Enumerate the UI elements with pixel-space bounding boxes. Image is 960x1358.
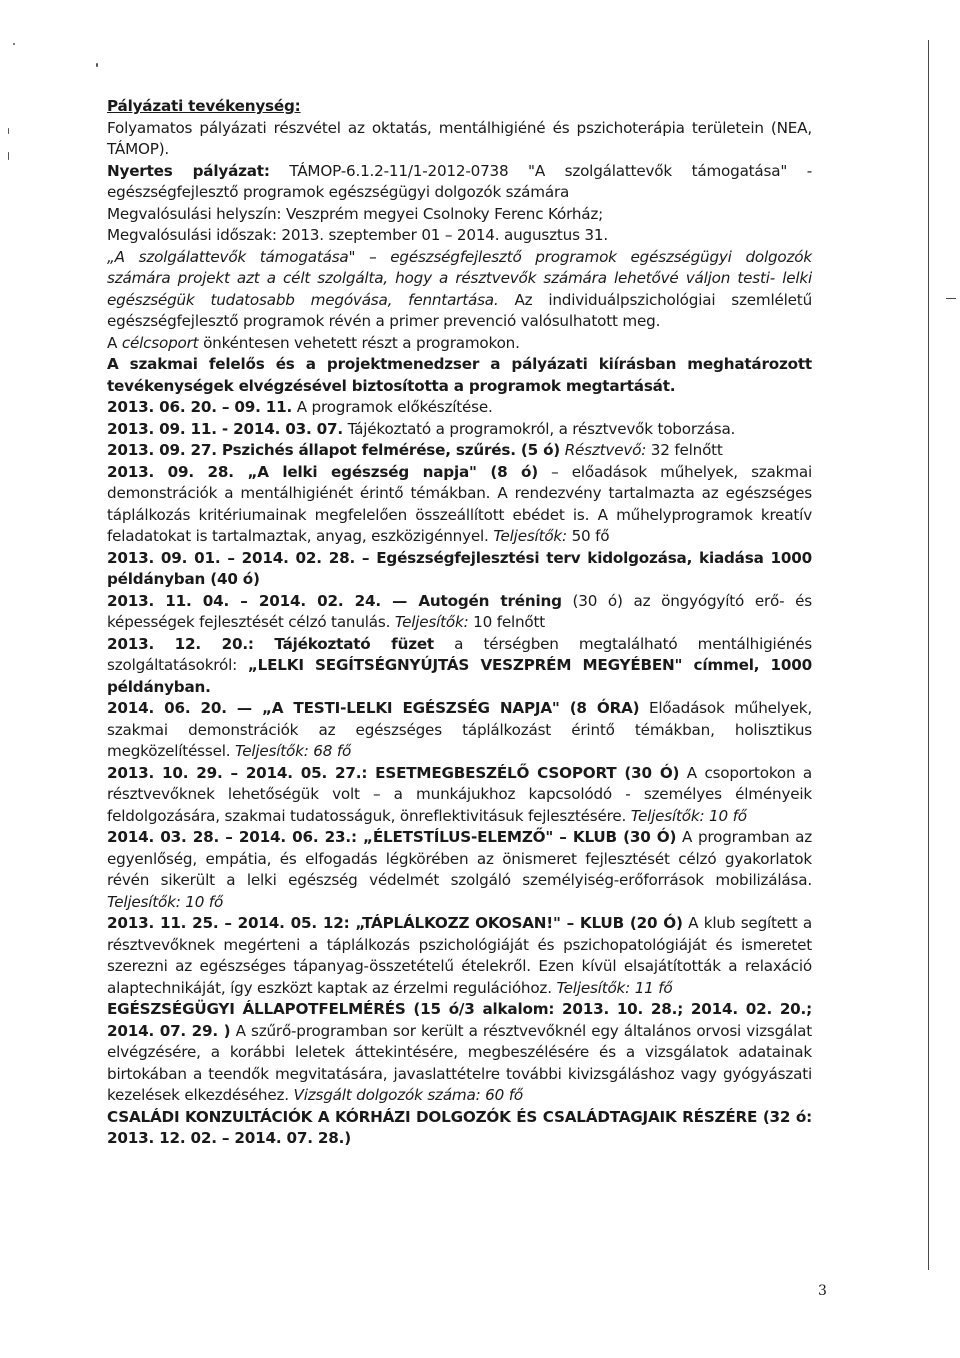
entry-text: (30 ó) az öngyógyító erő- és képességek fejlesztését célzó tanulás.: [107, 591, 812, 631]
entry-health-assessment: [107, 999, 812, 1107]
entry-title: Pszichés állapot felmérése, szűrés. (5 ó): [216, 441, 561, 459]
entry-text: A programban az egyenlőség, empátia, és elfogadás légkörében az önismeret fejlesztését célzó gyakorlatok révén sikerült a lelki egészség védelmét szolgáló személyiség-erőforrások mobilizálása.: [107, 828, 812, 889]
entry-date: 2013. 09. 27.: [107, 441, 217, 459]
entry-date: 2014. 03. 28. – 2014. 06. 23.: „ÉLETSTÍLUS-ELEMZŐ" – KLUB (30 Ó): [107, 828, 677, 846]
entry-participants: Teljesítők: 10 fő: [630, 806, 747, 825]
project-paragraph: [107, 247, 812, 333]
entry-case-group: [107, 763, 812, 828]
responsibility-paragraph: A szakmai felelős és a projektmenedzser a pályázati kiírásban meghatározott tevékenységek elvégzésével biztosította a programok megtartását.: [107, 355, 812, 395]
entry-text: a térségben megtalálható mentálhigiénés szolgáltatásokról:: [107, 634, 812, 674]
entry-booklet: [107, 634, 812, 699]
entry-date: 2013. 06. 20. – 09. 11.: [107, 398, 293, 416]
target-group-line: A célcsoport önkéntesen vehetett részt a programokon.: [107, 333, 520, 352]
entry-participants: 50 fő: [566, 527, 610, 545]
entry-text: Előadások műhelyek, szakmai demonstrációk az egészséges táplálkozást érintő témákban, holisztikus megközelítéssel.: [107, 699, 812, 760]
entry-text: – előadások műhelyek, szakmai demonstrációk a mentálhigiénét érintő témákban. A rendezvény tartalmazta az egészséges táplálkozás kritériumainak megfelelően összeállított ebédet is. A műhelyprogramok kreatív feladatokat is tartalmaztak, anyag, eszközigénnyel.: [107, 462, 812, 545]
entry-participants-label: Résztvevő:: [564, 441, 647, 459]
entry-screening: [107, 440, 812, 462]
entry-participants-label: Teljesítők:: [493, 527, 567, 545]
grant-label: Nyertes pályázat:: [107, 161, 270, 180]
entry-text: A csoportokon a résztvevőknek lehetőségük volt – a munkájukhoz kapcsolódó - személyes élményeik feldolgozására, szakmai tudatosságuk, önreflektivitásuk fejlesztésére.: [107, 763, 812, 825]
section-heading: Pályázati tevékenység:: [107, 97, 301, 115]
entry-text: A szűrő-programban sor került a résztvevőknél egy általános orvosi vizsgálat elvégzésére, a korábbi leletek áttekintésére, megbeszélésére és a vizsgálatok adatainak birtokában a teendők megvitatására, javaslattételre további kivizsgáláshoz vagy gyógyászati kezelések elkezdéséhez.: [107, 1021, 813, 1104]
entry-family-consultation: CSALÁDI KONZULTÁCIÓK A KÓRHÁZI DOLGOZÓK ÉS CSALÁDTAGJAIK RÉSZÉRE (32 ó: 2013. 12. 02. – 2014. 07. 28.): [107, 1107, 812, 1147]
project-quote: „A szolgálattevők támogatása" – egészségfejlesztő programok egészségügyi dolgozók számára projekt azt a célt szolgálta, hogy a résztvevők számára lehetővé váljon testi- lelki egészségük tudatosabb megóvása, fenntartása.: [107, 247, 812, 309]
entry-text: A programok előkészítése.: [292, 398, 493, 416]
project-description: Az individuálpszichológiai szemléletű egészségfejlesztő programok révén a primer prevenció valósulhatott meg.: [107, 290, 812, 330]
entry-participants: Vizsgált dolgozók száma: 60 fő: [293, 1086, 523, 1104]
document-body: [107, 96, 812, 1150]
entry-participants: Teljesítők: 68 fő: [235, 742, 352, 760]
scan-speck: [96, 63, 98, 67]
location-line: Megvalósulási helyszín: Veszprém megyei Csolnoky Ferenc Kórház;: [107, 204, 604, 223]
scan-edge-line: [928, 40, 929, 1270]
entry-health-plan: 2013. 09. 01. – 2014. 02. 28. – Egészségfejlesztési terv kidolgozása, kiadása 1000 példányban (40 ó): [107, 548, 812, 588]
entry-prep: [107, 397, 812, 419]
entry-date: 2013. 10. 29. – 2014. 05. 27.: ESETMEGBESZÉLŐ CSOPORT (30 Ó): [107, 763, 680, 782]
entry-autogen: [107, 591, 812, 634]
scan-edge-mark: [946, 298, 956, 299]
entry-date: 2013. 12. 20.: Tájékoztató füzet: [107, 634, 434, 653]
grant-paragraph: [107, 161, 812, 204]
entry-text: Tájékoztató a programokról, a résztvevők toborzása.: [342, 419, 736, 438]
entry-info: [107, 419, 812, 441]
entry-body-mind-day: [107, 698, 812, 763]
entry-participants: 32 felnőtt: [646, 441, 723, 459]
entry-date: 2013. 09. 28. „A lelki egészség napja" (8 ó): [107, 462, 539, 481]
period-line: Megvalósulási időszak: 2013. szeptember 01 – 2014. augusztus 31.: [107, 226, 608, 244]
entry-participants-label: Teljesítők:: [394, 613, 469, 631]
entry-participants: Teljesítők: 11 fő: [556, 978, 673, 997]
entry-booklet-title: „LELKI SEGÍTSÉGNYÚJTÁS VESZPRÉM MEGYÉBEN" címmel, 1000 példányban.: [107, 656, 813, 696]
scan-speck: [8, 128, 9, 134]
target-group-term: célcsoport: [121, 333, 199, 352]
entry-mental-health-day: [107, 462, 812, 548]
entry-date: 2013. 11. 25. – 2014. 05. 12: „TÁPLÁLKOZZ OKOSAN!" – KLUB (20 Ó): [107, 914, 683, 932]
scan-speck: [8, 152, 9, 160]
entry-date: 2014. 06. 20. — „A TESTI-LELKI EGÉSZSÉG NAPJA" (8 ÓRA): [107, 699, 640, 717]
entry-date: 2013. 11. 04. – 2014. 02. 24. — Autogén tréning: [107, 591, 562, 610]
scan-speck: [13, 43, 15, 45]
grant-text: TÁMOP-6.1.2-11/1-2012-0738 "A szolgálattevők támogatása" - egészségfejlesztő programok egészségügyi dolgozók számára: [107, 161, 812, 201]
entry-nutrition-club: [107, 913, 812, 999]
entry-participants: 10 felnőtt: [468, 613, 546, 631]
entry-date: EGÉSZSÉGÜGYI ÁLLAPOTFELMÉRÉS (15 ó/3 alkalom: 2013. 10. 28.; 2014. 02. 20.; 2014. 07. 29. ): [107, 1000, 812, 1040]
page-number: 3: [818, 1283, 827, 1299]
entry-lifestyle-club: [107, 827, 812, 913]
entry-text: A klub segített a résztvevőknek megérteni a táplálkozás pszichológiáját és pszichopatológiáját és ismeretet szerezni az egészséges tápanyag-összetételű ételekről. Ezen kívül elsajátították a relaxáció alaptechnikáját, így eszközt kaptak az érzelmi regulációhoz.: [107, 914, 813, 997]
intro-paragraph: Folyamatos pályázati részvétel az oktatás, mentálhigiéné és pszichoterápia területein (NEA, TÁMOP).: [107, 118, 812, 158]
entry-participants: Teljesítők: 10 fő: [107, 892, 224, 911]
entry-date: 2013. 09. 11. - 2014. 03. 07.: [107, 419, 343, 438]
